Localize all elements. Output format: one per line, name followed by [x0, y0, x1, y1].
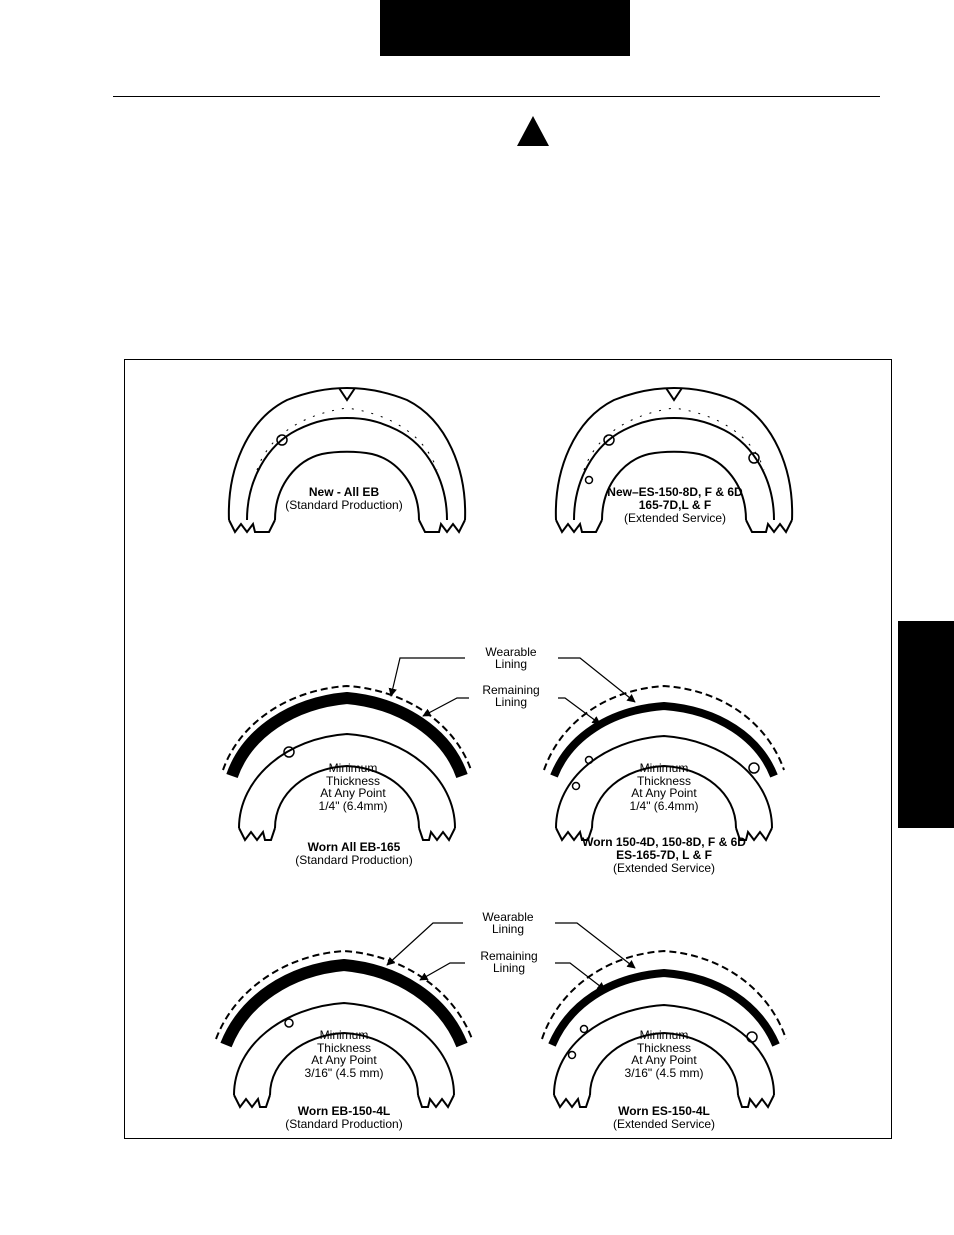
caption-worn-eb165: Worn All EB-165 (Standard Production)	[295, 840, 413, 867]
callout-remaining-lining-row2: Remaining Lining	[482, 683, 540, 709]
caption-worn-eb1504l: Worn EB-150-4L (Standard Production)	[285, 1104, 403, 1131]
caption-new-es: New–ES-150-8D, F & 6D 165-7D,L & F (Extended Service)	[607, 485, 743, 525]
brake-shoe-drawings	[125, 360, 893, 1140]
spec-min-thickness-3-16-right: Minimum Thickness At Any Point 3/16" (4.5 mm)	[624, 1028, 704, 1080]
brake-shoe-figure	[124, 359, 892, 1139]
caption-worn-es1504l: Worn ES-150-4L (Extended Service)	[612, 1104, 716, 1131]
spec-min-thickness-quarter-left: Minimum Thickness At Any Point 1/4" (6.4mm)	[318, 761, 388, 813]
spec-min-thickness-3-16-left: Minimum Thickness At Any Point 3/16" (4.5 mm)	[304, 1028, 384, 1080]
callout-remaining-lining-row3: Remaining Lining	[480, 949, 538, 975]
section-side-tab	[898, 621, 954, 828]
caption-worn-150: Worn 150-4D, 150-8D, F & 6D ES-165-7D, L & F (Extended Service)	[582, 835, 746, 875]
callout-wearable-lining-row3: Wearable Lining	[482, 910, 534, 936]
spec-min-thickness-quarter-right: Minimum Thickness At Any Point 1/4" (6.4mm)	[629, 761, 699, 813]
callout-wearable-lining-row2: Wearable Lining	[485, 645, 537, 671]
caption-new-eb: New - All EB (Standard Production)	[285, 485, 403, 512]
header-black-bar	[380, 0, 630, 56]
header-divider	[113, 96, 880, 97]
warning-triangle-icon	[516, 115, 550, 147]
